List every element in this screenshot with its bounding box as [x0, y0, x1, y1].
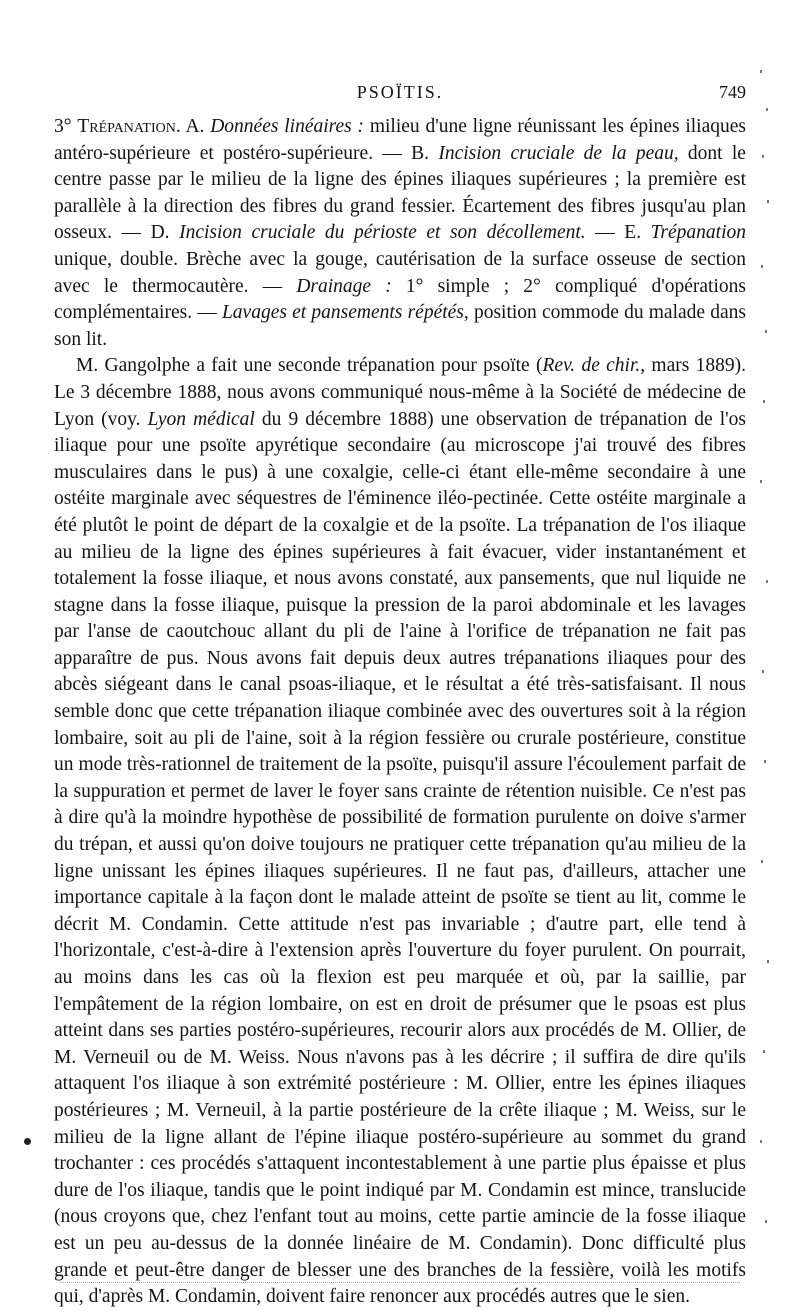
- bottom-scan-artifact: [60, 1282, 740, 1283]
- speck: [761, 265, 763, 268]
- speck: [767, 960, 769, 963]
- text-run: position commode du malade dans son lit.: [54, 302, 746, 350]
- speck: [760, 480, 762, 483]
- text-run: unique, double. Brèche avec la gouge, cautérisation de la surface osseuse de section avec le thermocautère. —: [54, 248, 746, 297]
- paragraph-discussion: [54, 353, 746, 1310]
- speck: [766, 580, 768, 583]
- text-run: dont le centre passe par le milieu de la ligne des épines iliaques supérieures ; la première est parallèle à la direction des fibres du grand fessier. Écartement des fibres jusqu'au plan osseux. — D.: [54, 142, 746, 244]
- speck: [760, 1140, 762, 1143]
- text-run: . A.: [175, 116, 211, 137]
- speck: [763, 1050, 765, 1053]
- italic-term: Incision cruciale de la peau,: [438, 142, 679, 164]
- speck: [765, 1220, 767, 1223]
- text-run: , mars 1889). Le 3 décembre 1888, nous avons communiqué nous-même à la Société de médecine de Lyon (voy.: [54, 355, 746, 430]
- margin-specks: [758, 60, 772, 1260]
- italic-term: Lavages et pansements répétés,: [221, 302, 469, 324]
- italic-citation: Lyon médical: [147, 408, 255, 430]
- speck: [762, 155, 764, 158]
- text-run: du 9 décembre 1888) une observation de trépanation de l'os iliaque pour une psoïte apyrétique secondaire (au microscope j'ai trouvé des fibres musculaires dans le pus) à une coxalgie, celle-ci étant elle-même secondaire à une ostéite marginale avec séquestres de l'éminence iléo-pectinée. Cette ostéite marginale a été plutôt le point de départ de la coxalgie et de la psoïte. La trépanation de l'os iliaque au milieu de la ligne des épines supérieures à fait évacuer, vider instantanément et totalement la fosse iliaque, et nous avons constaté, aux pansements, que nul liquide ne stagne dans la fosse iliaque, puisque la pression de la paroi abdominale et les lavages par l'anse de caoutchouc allant du pli de l'aine à l'orifice de trépanation ne fait pas apparaître de pus. Nous avons fait depuis deux autres trépanations iliaques pour des abcès siégeant dans le canal psoas-iliaque, et le résultat a été très-satisfaisant. Il nous semble donc que cette trépanation iliaque combinée avec des ouvertures soit à la région lombaire, soit au pli de l'aine, soit à la région fessière ou crurale postérieure, constitue un mode très-rationnel de traitement de la psoïte, puisqu'il assure l'écoulement parfait de la suppuration et permet de laver le foyer sans crainte de rétention nuisible. Ce n'est pas à dire qu'à la moindre hypothèse de possibilité de formation purulente on doive s'armer du trépan, et aussi qu'on doive toujours ne pratiquer cette trépanation qu'au milieu de la ligne unissant les épines iliaques supérieures. Il ne faut pas, d'ailleurs, attacher une importance capitale à la façon dont le malade atteint de psoïte se tient au lit, comme le décrit M. Condamin. Cette attitude n'est pas invariable ; d'autre part, elle tend à l'horizontale, c'est-à-dire à l'extension après l'ouverture du foyer purulent. On pourrait, au moins dans les cas où la flexion est peu marquée et où, par la saillie, par l'empâtement de la région lombaire, on est en droit de présumer que le psoas est plus atteint dans ses parties postéro-supérieures, recourir alors aux procédés de M. Ollier, de M. Verneuil ou de M. Weiss. Nous n'avons pas à les décrire ; il suffira de dire qu'ils attaquent l'os iliaque à son extrémité postérieure : M. Ollier, entre les épines iliaques postérieures ; M. Verneuil, à la partie postérieure de la crête iliaque ; M. Weiss, sur le milieu de la ligne allant de l'épine iliaque postéro-supérieure au sommet du grand trochanter : ces procédés s'attaquent incontestablement à une partie plus épaisse et plus dure de l'os iliaque, tandis que le point indiqué par M. Condamin est mince, translucide (nous croyons que, chez l'enfant tout au moins, cette partie amincie de la fosse iliaque est un peu au-dessus de la donnée linéaire de M. Condamin). Donc difficulté plus grande et peut-être danger de blesser une des branches de la fessière, voilà les motifs qui, d'après M. Condamin, doivent faire renoncer aux procédés autres que le sien.: [54, 408, 746, 1308]
- margin-bullet-mark: [24, 1138, 31, 1145]
- page-number: 749: [719, 82, 746, 102]
- speck: [761, 860, 763, 863]
- paragraph-trepanation-steps: [54, 114, 746, 353]
- running-title: PSOÏTIS.: [356, 82, 444, 102]
- italic-term: Données linéaires :: [210, 116, 365, 137]
- speck: [762, 670, 764, 673]
- speck: [766, 108, 768, 111]
- speck: [763, 400, 765, 403]
- italic-term: Incision cruciale du périoste et son décollement.: [179, 222, 586, 244]
- text-run: milieu d'une ligne réunissant les épines iliaques antéro-supérieure et postéro-supérieure. — B.: [54, 116, 746, 164]
- speck: [765, 330, 767, 333]
- speck: [760, 70, 762, 73]
- speck: [764, 760, 766, 763]
- document-page: [54, 74, 746, 1311]
- page-header: [54, 74, 746, 114]
- text-run: 3°: [54, 116, 78, 137]
- speck: [767, 200, 769, 203]
- italic-term: Drainage :: [296, 275, 392, 297]
- text-run: 1° simple ; 2° compliqué d'opérations complémentaires. —: [54, 275, 746, 324]
- text-run: M. Gangolphe a fait une seconde trépanation pour psoïte (: [76, 355, 543, 377]
- section-heading-trepanation: Trépanation: [77, 116, 176, 137]
- text-run: — E.: [585, 222, 651, 244]
- italic-term: Trépanation: [650, 222, 746, 244]
- italic-citation: Rev. de chir.: [542, 355, 641, 377]
